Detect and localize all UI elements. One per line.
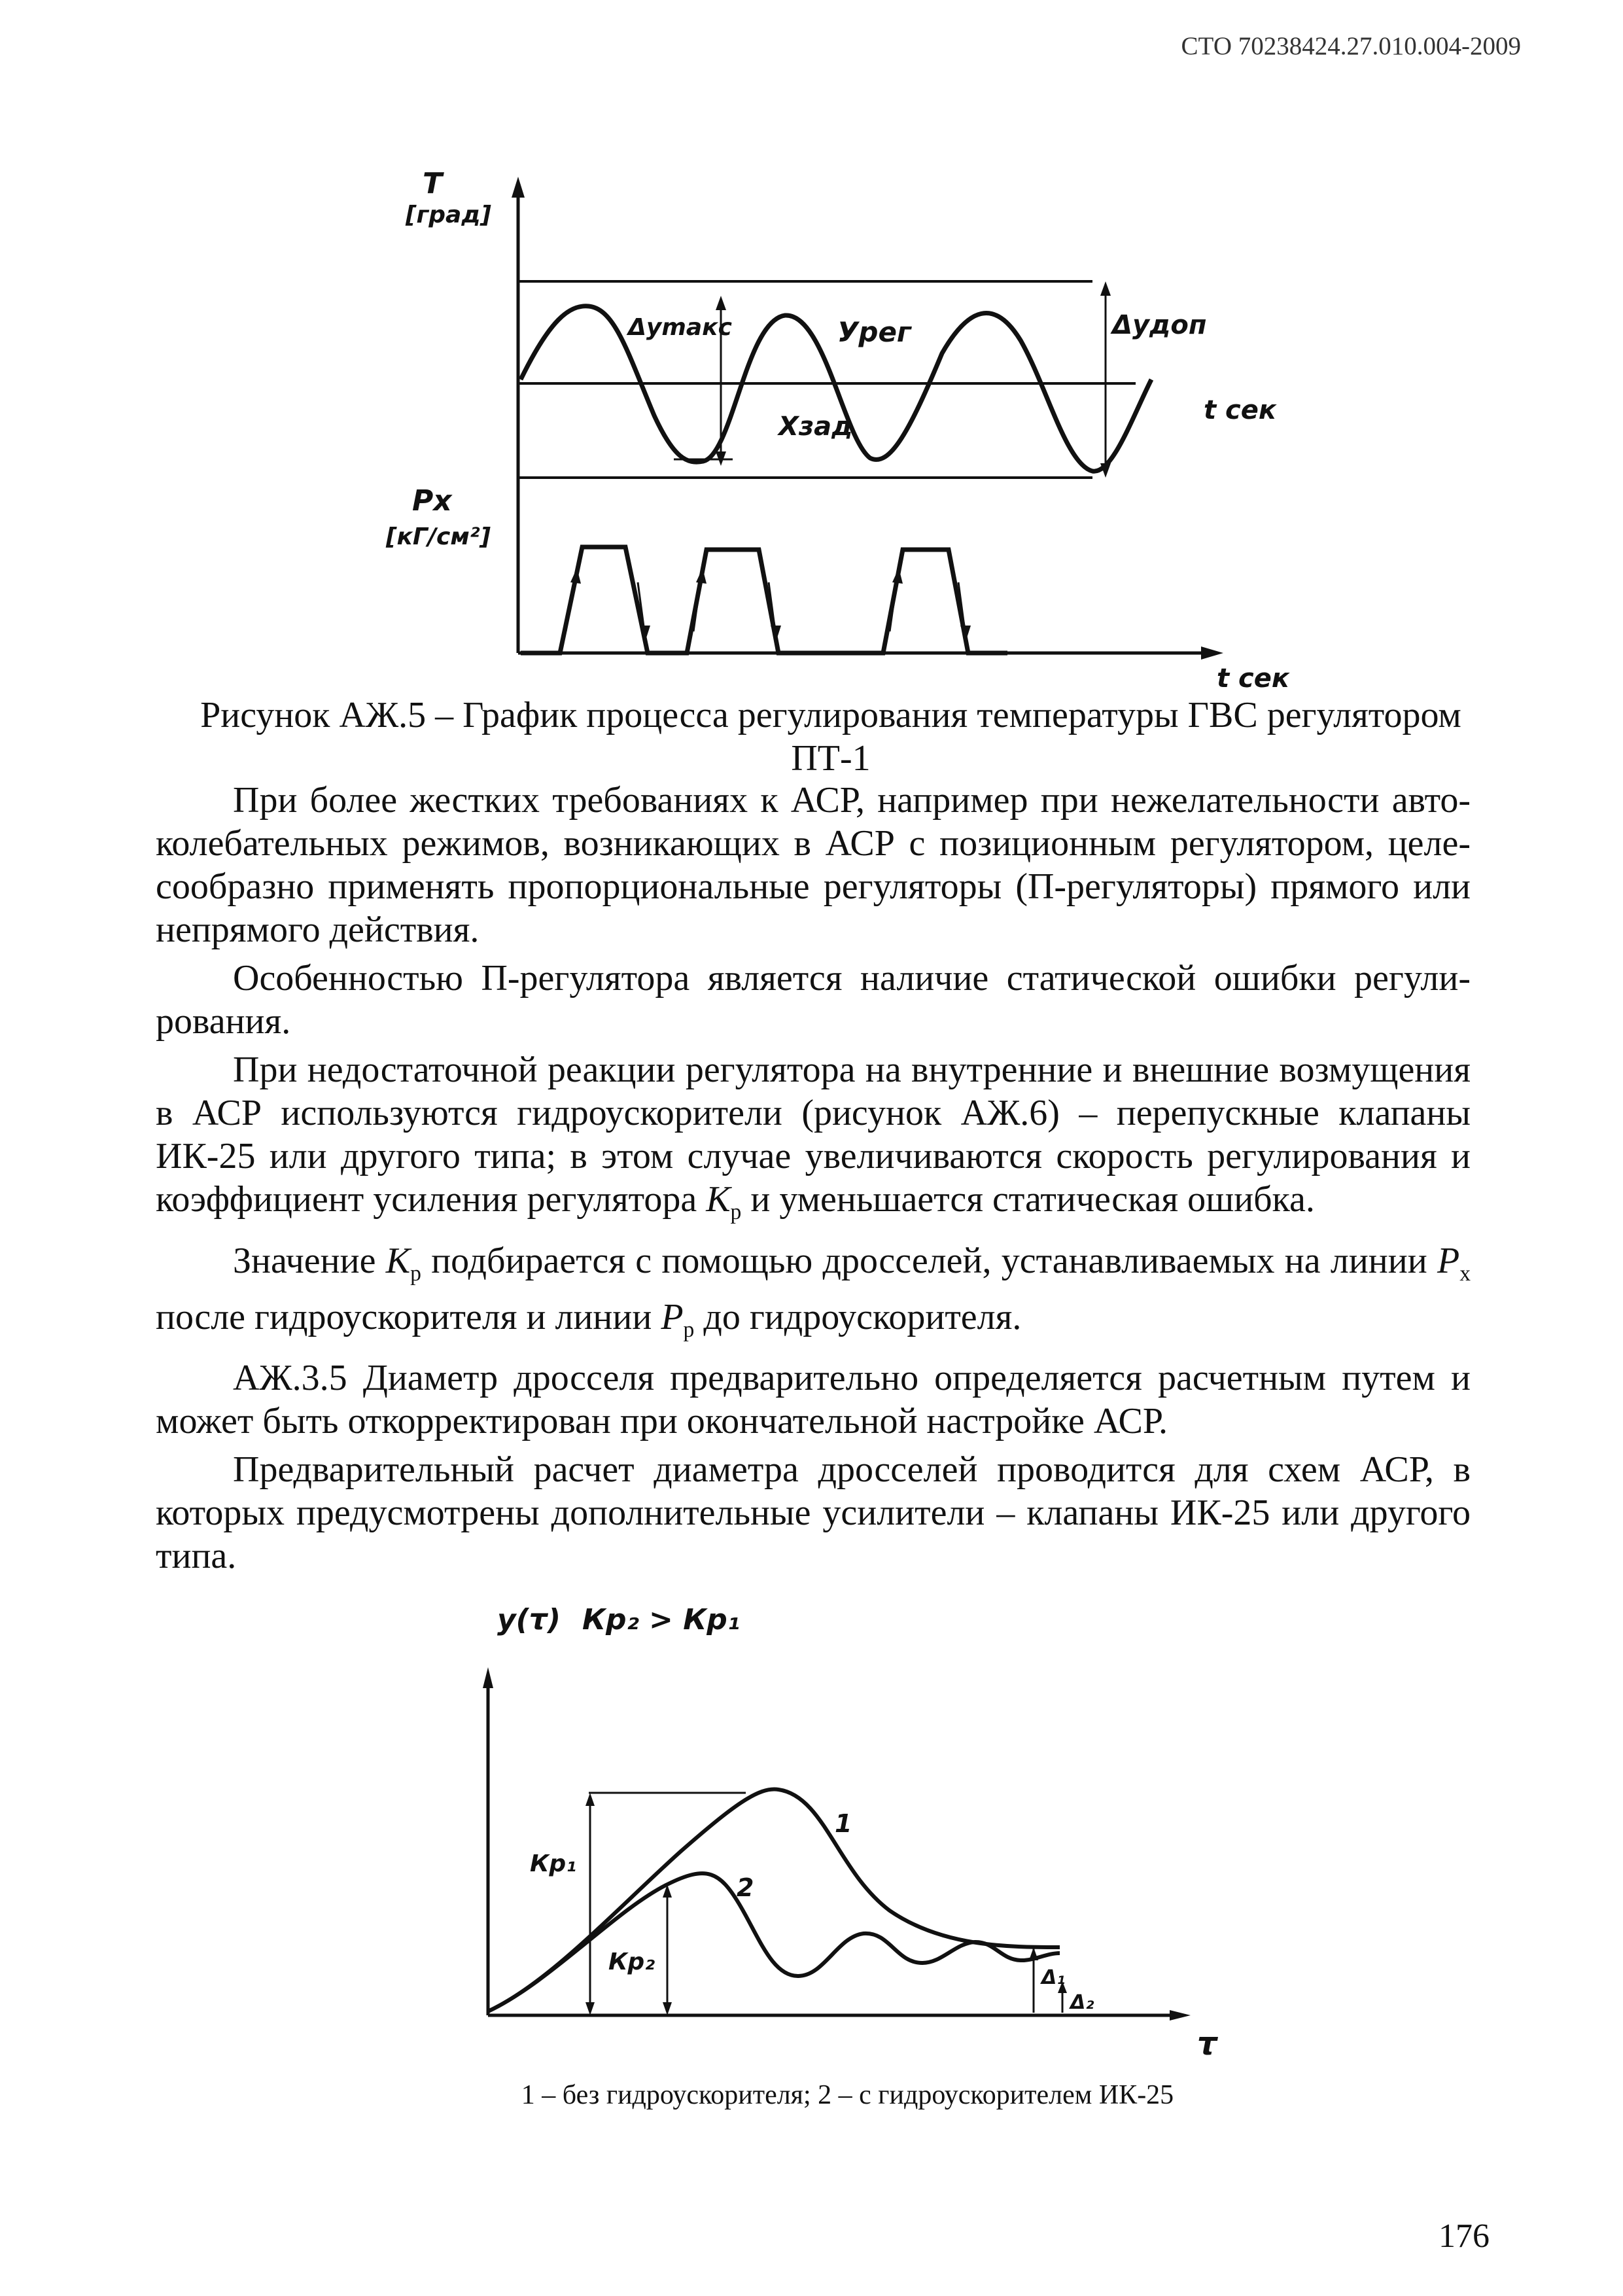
curve-2 <box>488 1873 1060 2011</box>
label-delta1: Δ₁ <box>1041 1966 1066 1989</box>
page-number: 176 <box>1439 2217 1490 2255</box>
axis-label-y-tau: у(τ) <box>497 1603 561 1636</box>
figure2-caption: 1 – без гидроускорителя; 2 – с гидроускорителем ИК-25 <box>521 2080 1174 2110</box>
figure1-caption: Рисунок АЖ.5 – График процесса регулирования температуры ГВС регулятором ПТ-1 <box>200 695 1461 779</box>
document-code: СТО 70238424.27.010.004-2009 <box>1181 32 1521 60</box>
label-delta2: Δ₂ <box>1070 1991 1094 2014</box>
figure-regulation-process <box>366 157 1321 694</box>
pressure-pulses <box>521 547 1007 653</box>
label-dy-max: Δуmакс <box>628 314 732 341</box>
axis-unit-grad: [град] <box>406 202 491 228</box>
paragraph-5: АЖ.3.5 Диаметр дросселя предварительно определяется расчетным путем и может быть откорректирован при окончательной настройке АСР. <box>156 1358 1471 1442</box>
y-axis-arrow <box>512 177 525 198</box>
axis-label-tau: τ <box>1197 2026 1217 2062</box>
condition-label: Кр₂ > Кр₁ <box>582 1603 740 1636</box>
label-t-sec-bottom: t сек <box>1217 663 1290 694</box>
paragraph-3: При недостаточной реакции регулятора на внутренние и внешние возмущения в АСР используются гидроускорители (рисунок АЖ.6) – перепускные клапаны ИК-25 или другого типа; в этом случае увеличиваются скорость регулирования и коэффициент усиления регулятора $K_р$ и уменьшается статическая ошибка. <box>156 1050 1471 1224</box>
paragraph-1: При более жестких требованиях к АСР, например при нежелательности автоколебательных режимов, возникающих в АСР с позиционным регулятором, целесообразно применять пропорциональные регуляторы (П-регуляторы) прямого или непрямого действия. <box>156 780 1471 950</box>
label-dy-dop: Δудоп <box>1112 310 1207 340</box>
axis-label-Px: Рх <box>412 484 452 518</box>
paragraph-2: Особенностью П-регулятора является наличие статической ошибки регулирования. <box>156 958 1471 1042</box>
label-t-sec-top: t сек <box>1204 395 1277 425</box>
body-text <box>156 779 1471 1583</box>
curve-1 <box>488 1789 1060 2011</box>
label-kp2: Кр₂ <box>608 1949 655 1975</box>
axis-unit-kgcm2: [кГ/см²] <box>386 523 491 550</box>
figure-step-response <box>471 1597 1256 2068</box>
paragraph-6: Предварительный расчет диаметра дросселей проводится для схем АСР, в которых предусмотрены дополнительные усилители – клапаны ИК-25 или другого типа. <box>156 1449 1471 1577</box>
label-curve-1: 1 <box>835 1809 852 1838</box>
label-y-reg: Урег <box>837 316 911 348</box>
label-kp1: Кр₁ <box>530 1850 576 1877</box>
label-curve-2: 2 <box>737 1873 754 1902</box>
x-axis-arrow <box>1201 646 1223 660</box>
y-reg-curve <box>521 306 1151 471</box>
axis-label-T: T <box>423 167 443 200</box>
paragraph-4: Значение $K_р$ подбирается с помощью дросселей, устанавливаемых на линии $P_х$ после гидроускорителя и линии $P_р$ до гидроускорителя. <box>156 1240 1471 1342</box>
label-x-zad: Xзад <box>778 412 853 442</box>
